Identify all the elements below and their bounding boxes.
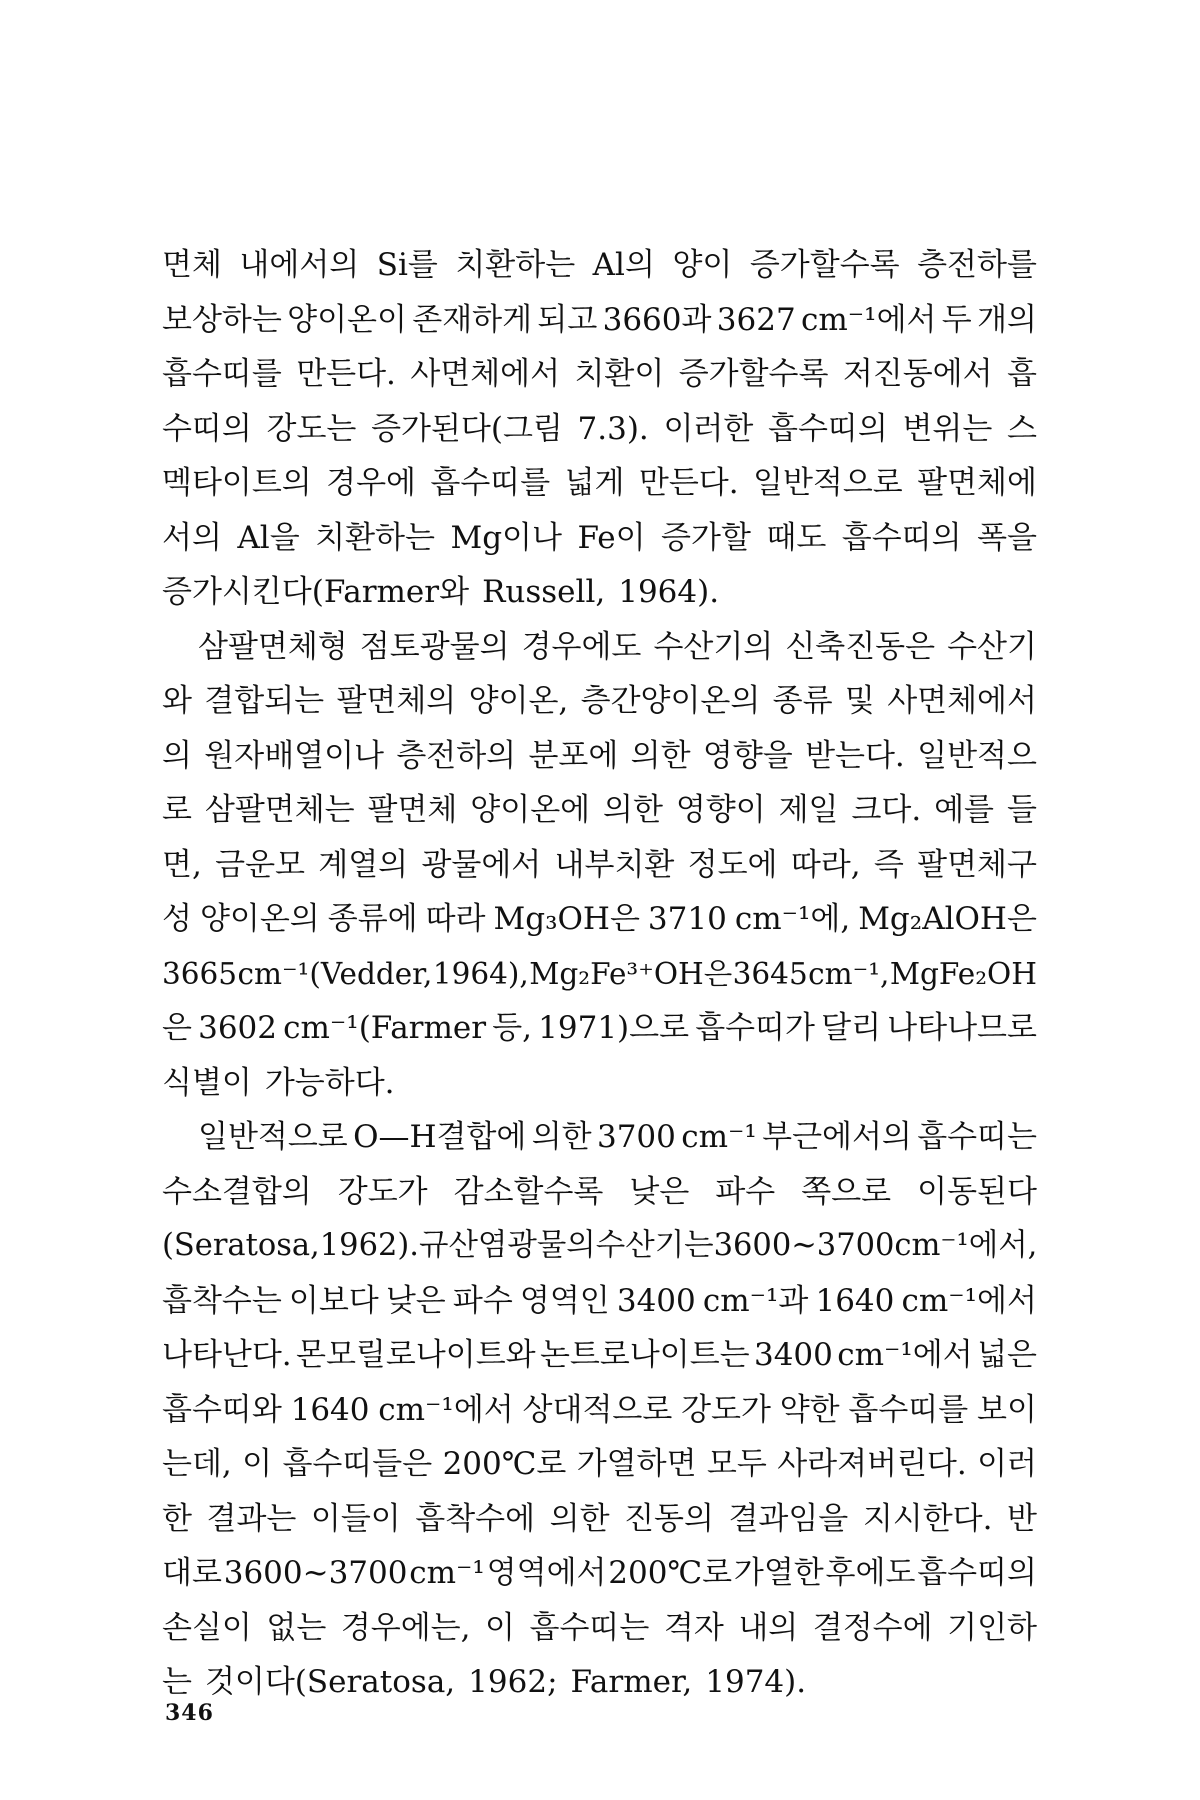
text-line: 보상하는 양이온이 존재하게 되고 3660과 3627 cm⁻¹에서 두 개의 xyxy=(162,301,1037,338)
page-number: 346 xyxy=(165,1700,214,1726)
text-line: 나타난다. 몬모릴로나이트와 논트로나이트는 3400 cm⁻¹에서 넓은 xyxy=(162,1337,1037,1373)
text-line: 서의 Al을 치환하는 Mg이나 Fe이 증가할 때도 흡수띠의 폭을 xyxy=(162,519,1037,556)
text-line: 의 원자배열이나 층전하의 분포에 의한 영향을 받는다. 일반적으 xyxy=(162,737,1037,774)
paragraph xyxy=(162,620,1037,1111)
text-line: 와 결합되는 팔면체의 양이온, 층간양이온의 종류 및 사면체에서 xyxy=(162,683,1037,719)
text-line: 일반적으로 O—H결합에 의한 3700 cm⁻¹ 부근에서의 흡수띠는 xyxy=(198,1119,1037,1155)
text-line: 증가시킨다(Farmer와 Russell, 1964). xyxy=(162,574,720,610)
text-line: 면체 내에서의 Si를 치환하는 Al의 양이 증가할수록 층전하를 xyxy=(162,247,1037,283)
text-line: 수소결합의 강도가 감소할수록 낮은 파수 쪽으로 이동된다 xyxy=(162,1173,1037,1210)
text-line: 는데, 이 흡수띠들은 200℃로 가열하면 모두 사라져버린다. 이러 xyxy=(162,1446,1037,1482)
text-line: 흡수띠를 만든다. 사면체에서 치환이 증가할수록 저진동에서 흡 xyxy=(162,356,1037,392)
text-line: 3665 cm⁻¹(Vedder, 1964), Mg₂Fe³⁺OH은 3645 cm⁻¹, MgFe₂OH xyxy=(162,956,1037,991)
text-line: 흡착수는 이보다 낮은 파수 영역인 3400 cm⁻¹과 1640 cm⁻¹에서 xyxy=(162,1282,1037,1319)
body-text xyxy=(162,238,1037,1710)
text-line: 흡수띠와 1640 cm⁻¹에서 상대적으로 강도가 약한 흡수띠를 보이 xyxy=(162,1391,1037,1428)
text-line: (Seratosa, 1962). 규산염광물의 수산기는 3600~3700 cm⁻¹에서, xyxy=(162,1228,1038,1263)
text-line: 식별이 가능하다. xyxy=(162,1064,395,1101)
text-line: 는 것이다(Seratosa, 1962; Farmer, 1974). xyxy=(162,1664,807,1700)
text-line: 수띠의 강도는 증가된다(그림 7.3). 이러한 흡수띠의 변위는 스 xyxy=(162,410,1037,447)
text-line: 멕타이트의 경우에 흡수띠를 넓게 만든다. 일반적으로 팔면체에 xyxy=(162,465,1037,501)
text-line: 한 결과는 이들이 흡착수에 의한 진동의 결과임을 지시한다. 반 xyxy=(162,1500,1037,1537)
text-line: 로 삼팔면체는 팔면체 양이온에 의한 영향이 제일 크다. 예를 들 xyxy=(162,792,1037,828)
paragraph xyxy=(162,238,1037,620)
paragraph xyxy=(162,1110,1037,1710)
text-line: 성 양이온의 종류에 따라 Mg₃OH은 3710 cm⁻¹에, Mg₂AlOH은 xyxy=(162,901,1037,937)
text-line: 은 3602 cm⁻¹(Farmer 등, 1971)으로 흡수띠가 달리 나타나므로 xyxy=(162,1010,1037,1046)
text-line: 손실이 없는 경우에는, 이 흡수띠는 격자 내의 결정수에 기인하 xyxy=(162,1609,1037,1646)
text-line: 면, 금운모 계열의 광물에서 내부치환 정도에 따라, 즉 팔면체구 xyxy=(162,846,1037,883)
text-line: 삼팔면체형 점토광물의 경우에도 수산기의 신축진동은 수산기 xyxy=(198,628,1037,665)
text-line: 대로 3600~3700 cm⁻¹ 영역에서 200℃로 가열한 후에도 흡수띠의 xyxy=(162,1555,1037,1591)
